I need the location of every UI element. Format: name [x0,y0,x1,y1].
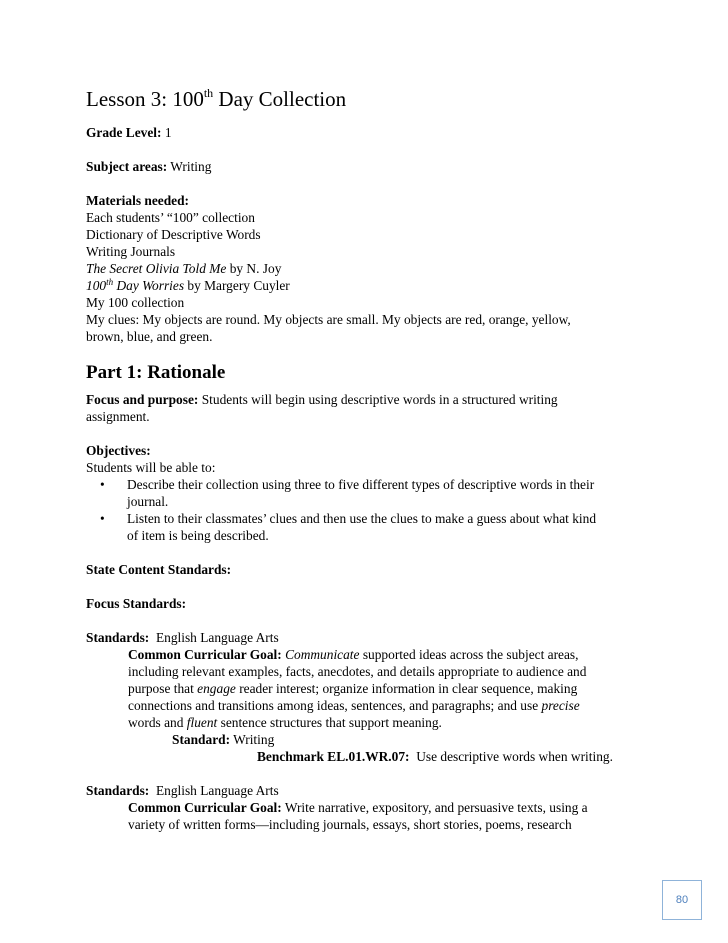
standards-label: Standards: [86,630,150,645]
objective-text-cont: of item is being described. [127,528,269,543]
material-item: My 100 collection [86,295,185,310]
objective-item [100,510,646,544]
objectives-heading [86,442,646,459]
ccg-text: sentence structures that support meaning. [217,715,442,730]
ccg-label: Common Curricular Goal: [128,647,282,662]
grade-level [86,124,646,141]
focus-standards-heading [86,595,646,612]
objective-text: Describe their collection using three to five different types of descriptive words in their [127,477,595,492]
objectives-intro: Students will be able to: [86,460,216,475]
standard-writing [86,731,646,748]
ccg-1-line3 [86,680,646,697]
objectives-label: Objectives: [86,443,151,458]
ccg-1-line5 [86,714,646,731]
ccg-text: Write narrative, expository, and persuasive texts, using a [281,800,588,815]
book-title: The Secret Olivia Told Me [86,261,227,276]
focus-label: Focus and purpose: [86,392,199,407]
focus-standards-label: Focus Standards: [86,596,187,611]
ccg-text: supported ideas across the subject areas, [359,647,579,662]
standards-value: English Language Arts [149,630,279,645]
title-superscript: th [203,86,214,100]
material-item: Writing Journals [86,244,176,259]
material-item-book [86,260,646,277]
ccg-text: reader interest; organize information in clear sequence, making [235,681,578,696]
subject-label: Subject areas: [86,159,168,174]
benchmark-value: Use descriptive words when writing. [409,749,613,764]
part1-heading: Part 1: Rationale [86,362,226,383]
standard-label: Standard: [172,732,231,747]
benchmark-label: Benchmark EL.01.WR.07: [257,749,410,764]
ccg-2 [86,799,646,816]
page-number: 80 [662,880,702,920]
bullet-icon: • [100,511,105,526]
material-item: Each students’ “100” collection [86,210,255,225]
lesson-title [86,86,646,112]
benchmark [86,748,646,765]
standards-1 [86,629,646,646]
book-title [86,278,184,293]
material-item: Dictionary of Descriptive Words [86,227,261,242]
book-title-sup: th [106,277,114,287]
title-text-end: Day Collection [213,87,347,111]
materials-heading [86,192,646,209]
ccg-2-line2: variety of written forms—including journals, essays, short stories, poems, research [128,817,572,832]
grade-value: 1 [161,125,172,140]
title-text: Lesson 3: 100 [86,87,204,111]
grade-label: Grade Level: [86,125,162,140]
objective-item [100,476,646,510]
objective-text-cont: journal. [127,494,169,509]
standards-2 [86,782,646,799]
state-standards-label: State Content Standards: [86,562,232,577]
ccg-label: Common Curricular Goal: [128,800,282,815]
focus-purpose [86,391,646,408]
book-author: by N. Joy [226,261,282,276]
standards-value: English Language Arts [149,783,279,798]
ccg-text: connections and transitions among ideas, sentences, and paragraphs; and use [128,698,542,713]
material-item-book [86,277,646,294]
materials-label: Materials needed: [86,193,190,208]
focus-text: Students will begin using descriptive words in a structured writing [198,392,558,407]
ccg-emph: fluent [186,715,218,730]
standard-value: Writing [230,732,275,747]
ccg-1 [86,646,646,663]
ccg-emph: engage [197,681,236,696]
state-standards-heading [86,561,646,578]
ccg-1-line2: including relevant examples, facts, anecdotes, and details appropriate to audience and [128,664,587,679]
ccg-text: words and [128,715,187,730]
material-item-clues: My clues: My objects are round. My objects are small. My objects are red, orange, yellow, [86,312,571,327]
subject-areas [86,158,646,175]
ccg-text: purpose that [128,681,198,696]
material-item-clues-cont: brown, blue, and green. [86,329,213,344]
book-title-a: 100 [86,278,107,293]
objective-text: Listen to their classmates’ clues and then use the clues to make a guess about what kind [127,511,597,526]
book-title-b: Day Worries [113,278,185,293]
standards-label: Standards: [86,783,150,798]
bullet-icon: • [100,477,105,492]
subject-value: Writing [167,159,212,174]
ccg-1-line4 [86,697,646,714]
book-author: by Margery Cuyler [184,278,290,293]
focus-purpose-cont: assignment. [86,409,150,424]
ccg-emph: precise [541,698,580,713]
document-page [86,86,646,833]
ccg-emph: Communicate [285,647,360,662]
objectives-list [86,476,646,544]
